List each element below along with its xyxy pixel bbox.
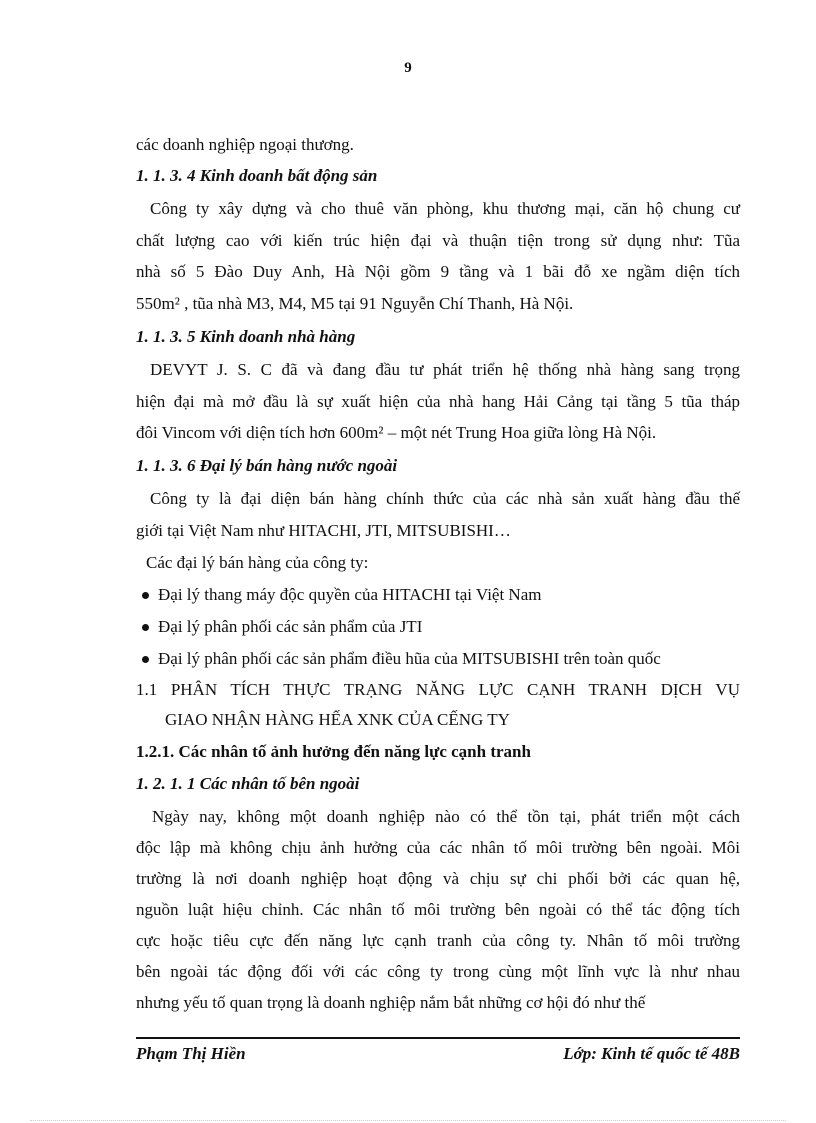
footer-class: Lớp: Kinh tế quốc tế 48B [563,1044,740,1063]
paragraph-line: DEVYT J. S. C đã và đang đầu tư phát triển hệ thống nhà hàng sang trọng [150,360,740,379]
paragraph-line: 550m² , tũa nhà M3, M4, M5 tại 91 Nguyễn Chí Thanh, Hà Nội. [136,294,574,313]
paragraph-line: nhưng yếu tố quan trọng là doanh nghiệp nắm bắt những cơ hội đó như thế [136,993,646,1012]
paragraph-line: đôi Vincom với diện tích hơn 600m² – một nét Trung Hoa giữa lòng Hà Nội. [136,423,657,442]
paragraph-line: trường là nơi doanh nghiệp hoạt động và chịu sự chi phối bởi các quan hệ, [136,869,740,888]
section-heading: 1. 2. 1. 1 Các nhân tố bên ngoài [136,774,360,793]
paragraph-line: Ngày nay, không một doanh nghiệp nào có thể tồn tại, phát triển một cách [152,807,740,826]
paragraph-line: Công ty xây dựng và cho thuê văn phòng, khu thương mại, căn hộ chung cư [150,199,740,218]
bullet-icon [142,592,149,599]
footer-divider [136,1037,740,1039]
bullet-icon [142,656,149,663]
page-edge-divider [30,1120,786,1121]
paragraph-line: độc lập mà không chịu ảnh hưởng của các nhân tố môi trường bên ngoài. Môi [136,838,740,857]
page-number: 9 [404,60,412,76]
paragraph-line: nhà số 5 Đào Duy Anh, Hà Nội gồm 9 tầng và 1 bãi đỗ xe ngầm diện tích [136,262,740,281]
section-heading: 1. 1. 3. 5 Kinh doanh nhà hàng [136,327,356,346]
footer-author: Phạm Thị Hiền [136,1044,246,1063]
paragraph-line: cực hoặc tiêu cực đến năng lực cạnh tranh của công ty. Nhân tố môi trường [136,931,740,950]
paragraph-line: các doanh nghiệp ngoại thương. [136,135,354,154]
list-item: Đại lý phân phối các sản phẩm điều hũa của MITSUBISHI trên toàn quốc [158,649,661,668]
section-heading: 1. 1. 3. 6 Đại lý bán hàng nước ngoài [136,456,398,475]
paragraph-line: hiện đại mà mở đầu là sự xuất hiện của nhà hang Hải Cảng tại tầng 5 tũa tháp [136,392,740,411]
paragraph-line: Công ty là đại diện bán hàng chính thức của các nhà sản xuất hàng đầu thế [150,489,740,508]
chapter-heading: 1.1 PHÂN TÍCH THỰC TRẠNG NĂNG LỰC CẠNH TRANH DỊCH VỤ [136,680,740,699]
paragraph-line: giới tại Việt Nam như HITACHI, JTI, MITSUBISHI… [136,521,511,540]
paragraph-line: bên ngoài tác động đối với các công ty trong cùng một lĩnh vực là như nhau [136,962,740,981]
list-item: Đại lý thang máy độc quyền của HITACHI tại Việt Nam [158,585,542,604]
section-heading: 1. 1. 3. 4 Kinh doanh bất động sản [136,166,378,185]
list-item: Đại lý phân phối các sản phẩm của JTI [158,617,423,636]
bullet-icon [142,624,149,631]
section-heading: 1.2.1. Các nhân tố ảnh hưởng đến năng lực cạnh tranh [136,742,531,761]
paragraph-line: chất lượng cao với kiến trúc hiện đại và thuận tiện trong sử dụng như: Tũa [136,231,740,250]
paragraph-line: nguồn luật hiệu chỉnh. Các nhân tố môi trường bên ngoài có thể tác động tích [136,900,740,919]
paragraph-line: Các đại lý bán hàng của công ty: [146,553,369,572]
chapter-heading: GIAO NHẬN HÀNG HẾA XNK CỦA CẾNG TY [165,710,510,729]
